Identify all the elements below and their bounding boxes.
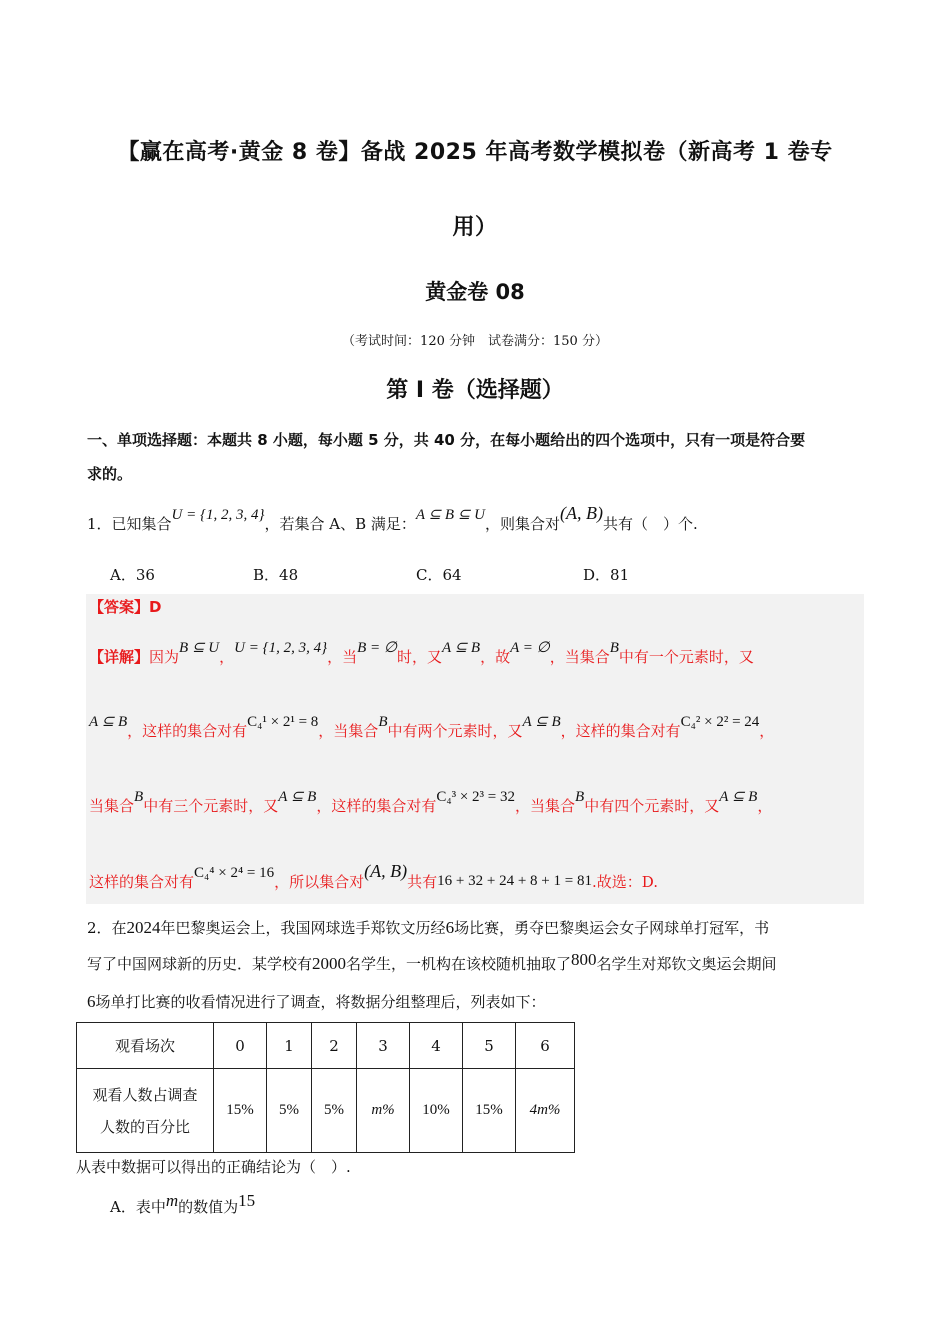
question-2-line1 — [87, 911, 769, 945]
exp-math: A ⊆ B — [441, 640, 481, 656]
question-2-prompt: 从表中数据可以得出的正确结论为（ ）. — [76, 1158, 351, 1176]
question-1-options — [0, 556, 950, 590]
answer-label: 【答案】D — [89, 598, 162, 616]
exp-math: C₄³ × 2³ = 32 — [436, 789, 515, 805]
exp-math: B — [609, 640, 619, 656]
exp-math: A ⊆ B — [522, 714, 561, 730]
exp-math: A ⊆ B — [719, 789, 758, 805]
q2-option-text: A．表中 — [110, 1198, 166, 1216]
exp-math: B = ∅ — [357, 640, 397, 656]
question-2-line2 — [87, 947, 777, 981]
exp-text: 因为 — [149, 648, 180, 666]
q2-text: 名学生对郑钦文奥运会期间 — [596, 955, 777, 973]
q2-option-a — [110, 1190, 255, 1224]
exp-text: 当集合 — [89, 797, 135, 815]
q1-text-a: 1．已知集合 — [87, 515, 172, 533]
q1-condition: A ⊆ B ⊆ U — [415, 507, 485, 523]
question-2-line3 — [87, 985, 546, 1019]
table-cell: 4m% — [516, 1069, 575, 1153]
table-cell: 5% — [267, 1069, 312, 1153]
table-cell: 1 — [267, 1023, 312, 1069]
part-heading-line1: 一、单项选择题：本题共 8 小题，每小题 5 分，共 40 分，在每小题给出的四个选项中，只有一项是符合要 — [87, 431, 806, 449]
table-header-text: 观看人数占调查 — [92, 1085, 198, 1104]
table-cell: 15% — [214, 1069, 267, 1153]
table-header-cell: 观看场次 — [77, 1023, 214, 1069]
q1-text-c: ，则集合对 — [484, 515, 560, 533]
exp-math: B — [575, 789, 585, 805]
exp-text: 这样的集合对有 — [89, 873, 195, 891]
part-heading-line2: 求的。 — [87, 465, 133, 483]
table-cell: 0 — [214, 1023, 267, 1069]
answer-explanation-line4 — [89, 861, 658, 900]
exp-text: 中有三个元素时，又 — [143, 797, 279, 815]
table-cell: 5 — [463, 1023, 516, 1069]
table-cell: 10% — [410, 1069, 463, 1153]
table-header-text: 人数的百分比 — [99, 1117, 190, 1136]
explanation-label: 【详解】 — [89, 648, 150, 666]
exp-math: A ⊆ B — [278, 789, 317, 805]
exp-text: ，当集合 — [318, 722, 379, 740]
q2-text: 年巴黎奥运会上，我国网球选手郑钦文历经 — [160, 919, 446, 937]
exp-math: C₄¹ × 2¹ = 8 — [247, 714, 319, 730]
exp-text: ，当 — [327, 648, 358, 666]
exp-math: 16 + 32 + 24 + 8 + 1 = 81 — [437, 873, 592, 889]
exp-math: C₄⁴ × 2⁴ = 16 — [194, 865, 275, 881]
exp-math: C₄² × 2² = 24 — [680, 714, 760, 730]
exp-text: ， — [759, 722, 775, 740]
q1-text-b: ，若集合 A、B 满足： — [264, 515, 416, 533]
q2-number: 6 — [87, 992, 96, 1011]
exp-text: 共有 — [407, 873, 438, 891]
q1-option-b: B．48 — [253, 566, 299, 584]
exp-text: 时，又 — [396, 648, 442, 666]
answer-explanation-line3 — [89, 789, 772, 824]
table-cell: 6 — [516, 1023, 575, 1069]
q2-text: 2．在 — [87, 919, 127, 937]
exp-text: ，所以集合对 — [274, 873, 365, 891]
exp-text: ，这样的集合对有 — [127, 722, 248, 740]
q2-option-math: m — [165, 1191, 179, 1210]
q2-number: 2000 — [312, 954, 347, 973]
q2-text: 场比赛，勇夺巴黎奥运会女子网球单打冠军，书 — [454, 919, 770, 937]
q2-text: 写了中国网球新的历史．某学校有 — [87, 955, 313, 973]
answer-explanation-line2 — [89, 714, 774, 749]
q2-text: 名学生，一机构在该校随机抽取了 — [346, 955, 572, 973]
exp-text: 中有四个元素时，又 — [584, 797, 720, 815]
exp-text: ，当集合 — [549, 648, 610, 666]
table-header-cell — [77, 1069, 214, 1153]
document-title-line1: 【赢在高考·黄金 8 卷】备战 2025 年高考数学模拟卷（新高考 1 卷专 — [117, 140, 833, 165]
exp-math: B — [378, 714, 388, 730]
table-cell: 5% — [312, 1069, 357, 1153]
exp-text: ，当集合 — [515, 797, 576, 815]
exp-text: .故选：D. — [591, 873, 658, 891]
exp-math: (A, B) — [364, 861, 408, 881]
table-cell: 2 — [312, 1023, 357, 1069]
exam-info: （考试时间：120 分钟 试卷满分：150 分） — [342, 334, 608, 349]
paper-subtitle: 黄金卷 08 — [425, 280, 525, 304]
table-cell: 15% — [463, 1069, 516, 1153]
q1-text-d: 共有（ ）个. — [602, 515, 698, 533]
q1-option-c: C．64 — [416, 566, 462, 584]
table-cell: 4 — [410, 1023, 463, 1069]
table-cell: m% — [357, 1069, 410, 1153]
table-row — [77, 1023, 575, 1069]
q1-universal-set: U = {1, 2, 3, 4} — [171, 507, 265, 523]
viewing-table — [76, 1022, 575, 1153]
exp-text: ， — [219, 648, 235, 666]
exp-text: ，这样的集合对有 — [316, 797, 437, 815]
exp-text: 中有一个元素时，又 — [618, 648, 754, 666]
document-title-line2: 用） — [452, 215, 498, 240]
q2-text: 场单打比赛的收看情况进行了调查，将数据分组整理后，列表如下： — [95, 993, 546, 1011]
q1-option-d: D．81 — [583, 566, 630, 584]
q2-number: 2024 — [126, 918, 161, 937]
exp-text: 中有两个元素时，又 — [387, 722, 523, 740]
exp-math: A ⊆ B — [89, 714, 128, 730]
exp-math: U = {1, 2, 3, 4} — [234, 640, 328, 656]
exp-text: ， — [757, 797, 773, 815]
q1-pair: (A, B) — [559, 503, 603, 523]
table-row — [77, 1069, 575, 1153]
q2-option-text: 的数值为 — [178, 1198, 239, 1216]
q1-option-a: A．36 — [110, 566, 155, 584]
exp-text: ，故 — [480, 648, 511, 666]
exp-math: A = ∅ — [510, 640, 550, 656]
q2-option-math: 15 — [238, 1191, 256, 1210]
question-1-stem — [87, 503, 698, 542]
table-cell: 3 — [357, 1023, 410, 1069]
exp-math: B ⊆ U — [179, 640, 220, 656]
exp-math: B — [134, 789, 144, 805]
exp-text: ，这样的集合对有 — [560, 722, 681, 740]
answer-explanation-line1 — [89, 640, 754, 675]
q2-number: 800 — [571, 950, 597, 969]
section-title: 第 I 卷（选择题） — [386, 378, 564, 403]
q2-number: 6 — [445, 918, 455, 937]
